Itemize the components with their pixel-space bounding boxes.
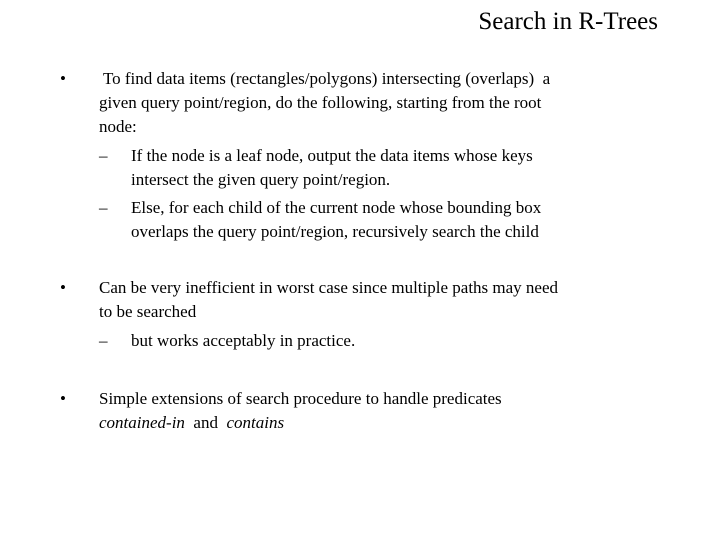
bullet-1 [99,67,659,244]
bullet-marker-3: • [60,389,66,408]
bullet-1-line-2: given query point/region, do the following, starting from the root [99,93,542,112]
bullet-3 [99,387,659,435]
predicate-connector: and [184,413,227,432]
slide-title: Search in R-Trees [478,8,658,35]
predicate-contains: contains [226,413,285,432]
sub-item-2-1-line-1: but works acceptably in practice. [131,331,356,350]
bullet-2-line-1: Can be very inefficient in worst case since multiple paths may need [99,278,559,297]
sub-item-dash: – [99,198,108,217]
sub-item-1-1 [99,144,659,192]
predicate-contained-in: contained-in [99,413,185,432]
sub-item-dash: – [99,146,108,165]
bullet-marker-2: • [60,278,66,297]
bullet-2-line-2: to be searched [99,302,197,321]
bullet-1-line-1: To find data items (rectangles/polygons) intersecting (overlaps) a [99,69,551,88]
bullet-3-line-1: Simple extensions of search procedure to handle predicates [99,389,502,408]
sub-item-dash: – [99,331,108,350]
bullet-3-line-2 [99,411,659,435]
bullet-1-line-3: node: [99,117,137,136]
sub-item-1-2 [99,196,659,244]
bullet-2 [99,276,659,353]
sub-item-1-2-line-1: Else, for each child of the current node whose bounding box [131,198,542,217]
sub-item-1-2-line-2: overlaps the query point/region, recursively search the child [131,222,539,241]
sub-item-1-1-line-1: If the node is a leaf node, output the data items whose keys [131,146,533,165]
bullet-marker-1: • [60,69,66,88]
sub-item-1-1-line-2: intersect the given query point/region. [131,170,391,189]
sub-item-2-1 [99,329,659,353]
